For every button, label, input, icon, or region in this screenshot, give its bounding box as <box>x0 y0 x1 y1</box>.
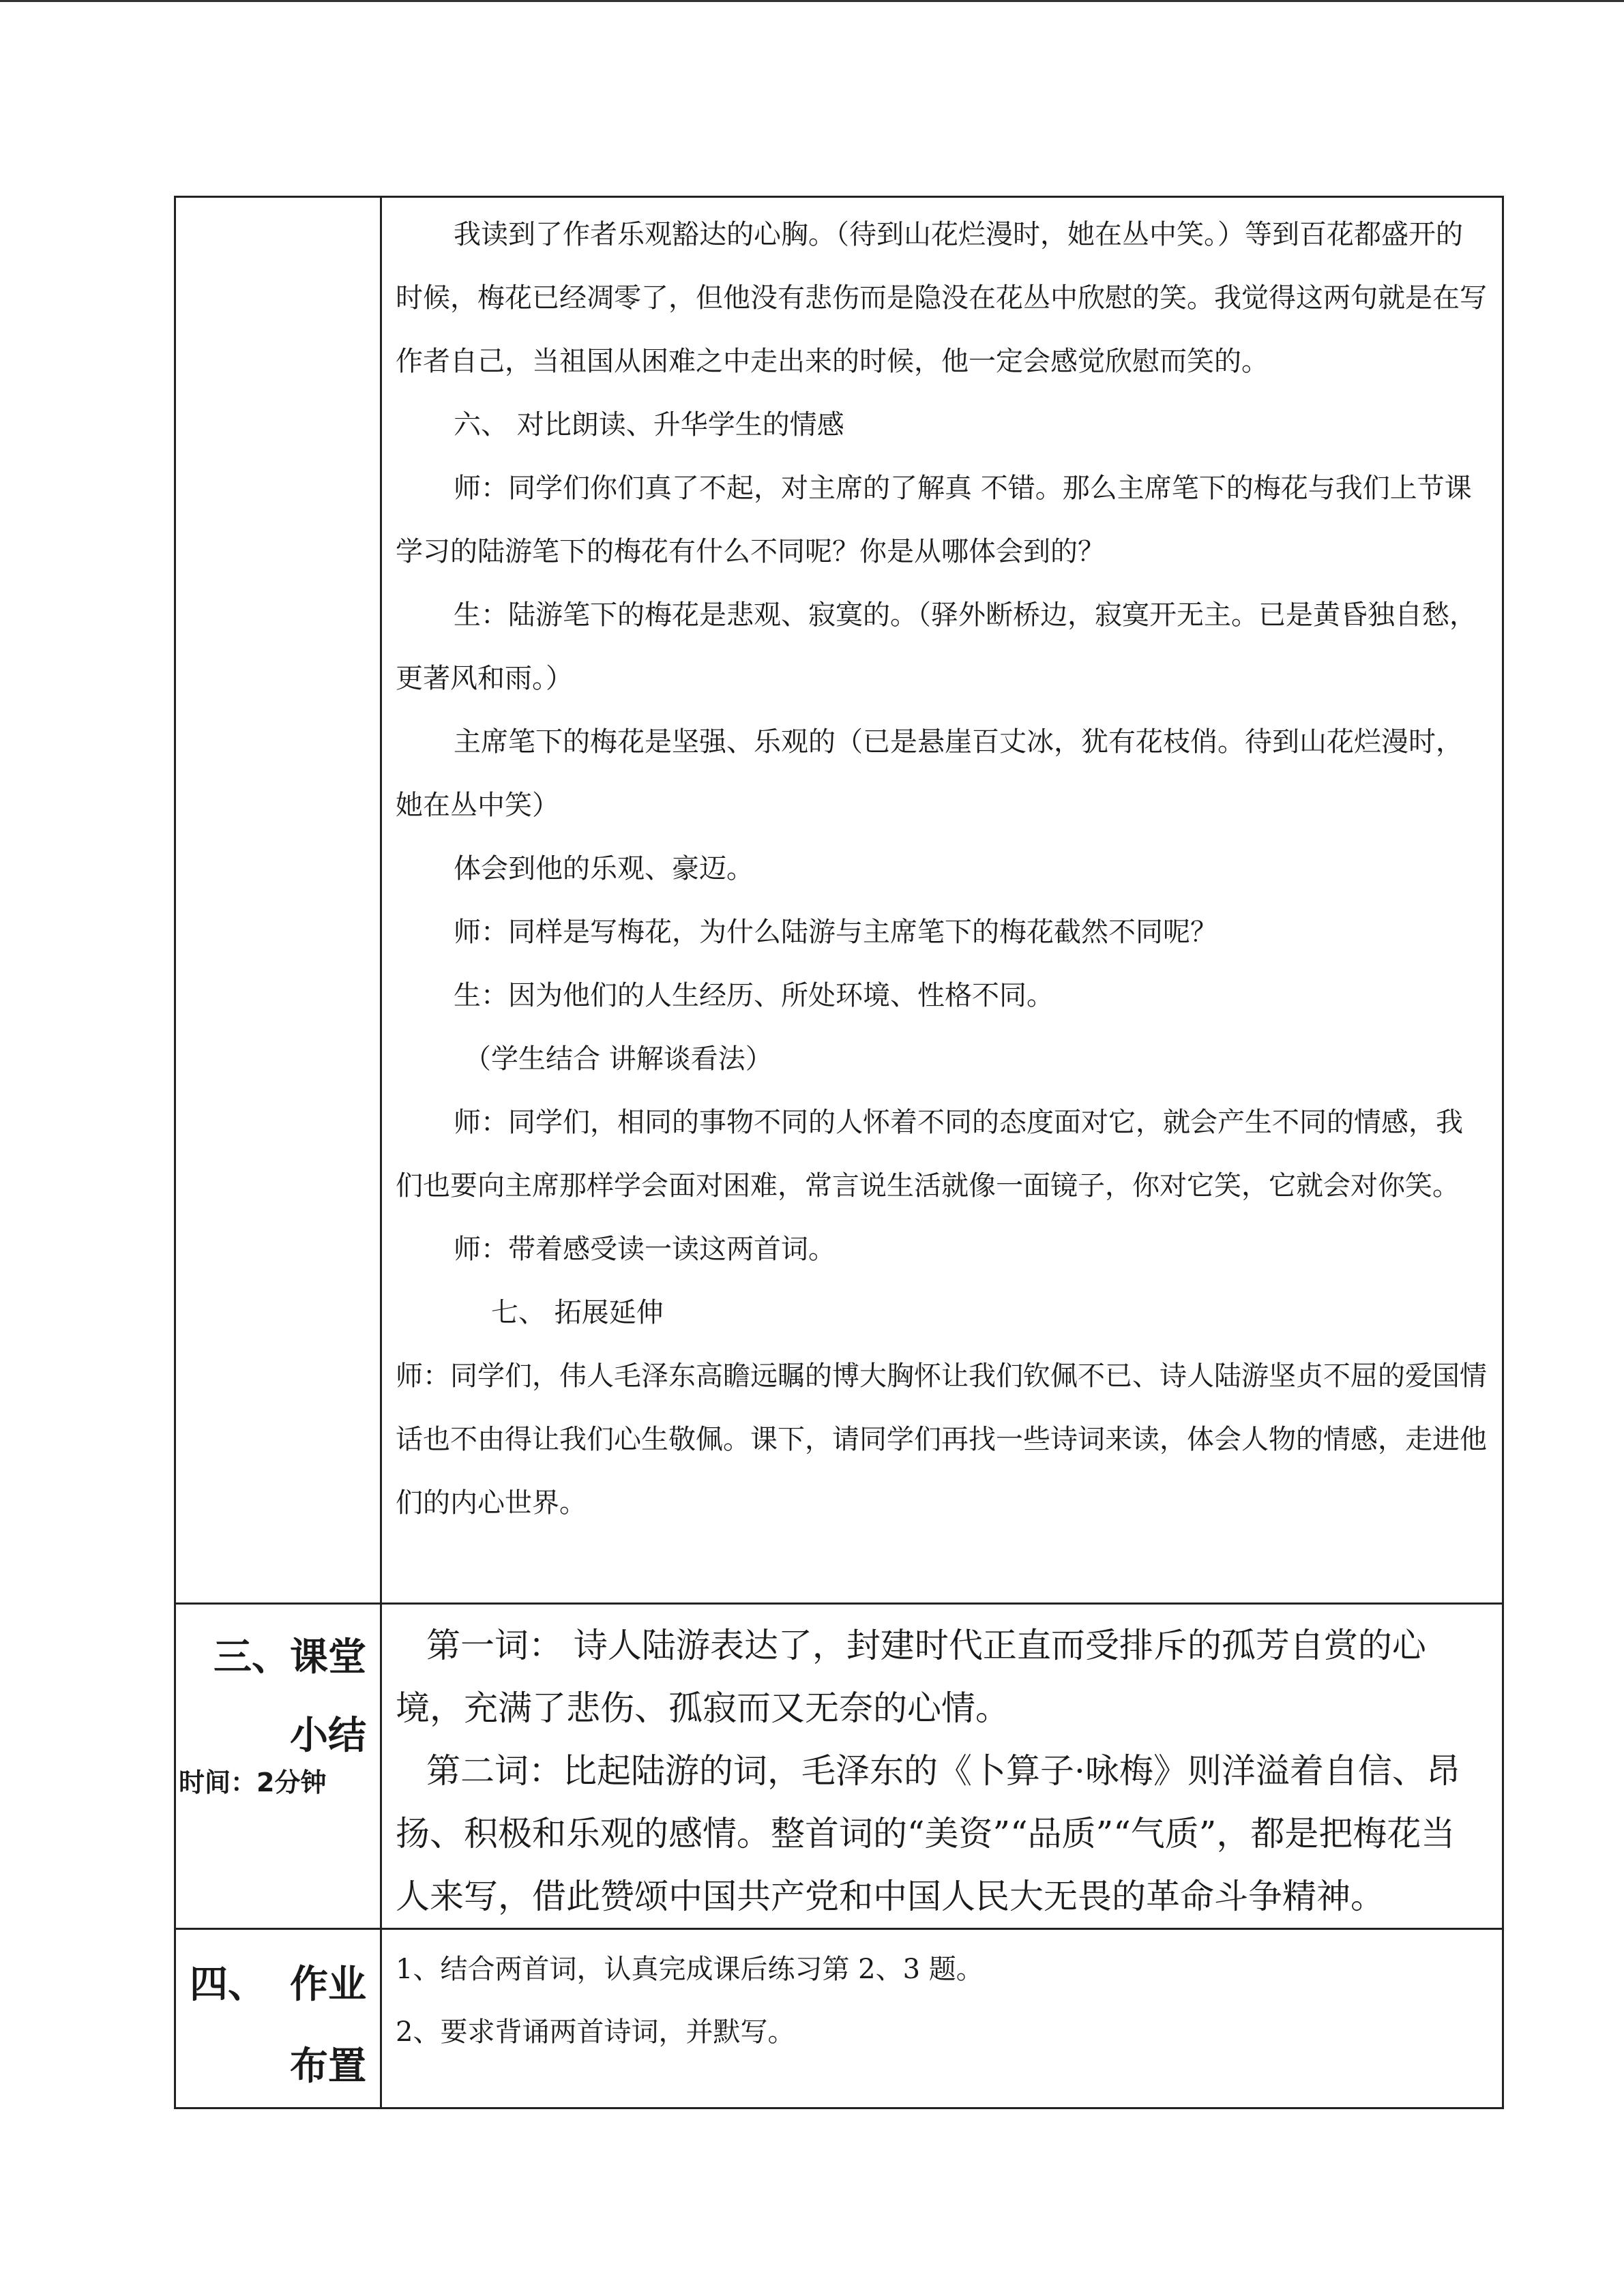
homework-content-cell <box>381 1929 1503 2108</box>
homework-label-word1: 作业 <box>290 1962 366 2007</box>
homework-label-cell <box>175 1929 381 2108</box>
process-paragraph: 生：陆游笔下的梅花是悲观、寂寞的。（驿外断桥边，寂寞开无主。已是黄昏独自愁，更著风和雨。） <box>396 599 1477 694</box>
process-paragraph: 主席笔下的梅花是坚强、乐观的（已是悬崖百丈冰，犹有花枝俏。待到山花烂漫时，她在丛中笑） <box>396 726 1463 821</box>
summary-label-cell <box>175 1604 381 1929</box>
process-content-cell <box>381 197 1503 1604</box>
summary-time: 时间：2分钟 <box>179 1768 327 1798</box>
process-paragraph: （学生结合 讲解谈看法） <box>464 1043 773 1075</box>
process-paragraph: 六、 对比朗读、升华学生的情感 <box>454 409 844 441</box>
process-content <box>382 198 1502 1535</box>
process-paragraph: 生：因为他们的人生经历、所处环境、性格不同。 <box>454 980 1054 1011</box>
process-paragraph: 师：带着感受读一读这两首词。 <box>454 1234 836 1265</box>
lesson-process-row <box>175 197 1503 1604</box>
process-paragraph: 师：同学们你们真了不起，对主席的了解真 不错。那么主席笔下的梅花与我们上节课学习的陆游笔下的梅花有什么不同呢？你是从哪体会到的？ <box>396 473 1472 567</box>
summary-content-cell <box>381 1604 1503 1929</box>
process-paragraph: 师：同样是写梅花，为什么陆游与主席笔下的梅花截然不同呢？ <box>454 916 1217 948</box>
summary-label <box>176 1605 380 1775</box>
process-paragraph: 七、 拓展延伸 <box>491 1297 664 1328</box>
process-paragraph: 师：同学们，伟人毛泽东高瞻远瞩的博大胸怀让我们钦佩不已、诗人陆游坚贞不屈的爱国情话也不由得让我们心生敬佩。课下，请同学们再找一些诗词来读，体会人物的情感，走进他们的内心世界。 <box>396 1360 1487 1519</box>
summary-content <box>382 1605 1502 1928</box>
summary-label-line2: 小结 <box>290 1713 366 1758</box>
process-paragraph: 体会到他的乐观、豪迈。 <box>454 853 754 884</box>
summary-label-line1: 三、课堂 <box>213 1635 366 1680</box>
process-label-cell <box>175 197 381 1604</box>
summary-row <box>175 1604 1503 1929</box>
lesson-plan-table <box>174 196 1504 2109</box>
process-paragraph: 我读到了作者乐观豁达的心胸。（待到山花烂漫时，她在丛中笑。）等到百花都盛开的时候，梅花已经凋零了，但他没有悲伤而是隐没在花丛中欣慰的笑。我觉得这两句就是在写作者自己，当祖国从困难之中走出来的时候，他一定会感觉欣慰而笑的。 <box>396 219 1487 377</box>
homework-label <box>176 1930 380 2107</box>
homework-label-number: 四、 <box>190 1962 266 2007</box>
homework-item-2: 2、要求背诵两首诗词，并默写。 <box>396 2016 795 2048</box>
homework-item-1: 1、结合两首词，认真完成课后练习第 2、3 题。 <box>396 1954 984 1985</box>
page-top-border <box>0 0 1624 2</box>
homework-content <box>382 1930 1502 2063</box>
homework-row <box>175 1929 1503 2108</box>
summary-paragraph-1: 第一词： 诗人陆游表达了，封建时代正直而受排斥的孤芳自赏的心境，充满了悲伤、孤寂而又无奈的心情。 <box>396 1626 1426 1728</box>
homework-label-word2: 布置 <box>290 2044 366 2089</box>
process-paragraph: 师：同学们，相同的事物不同的人怀着不同的态度面对它，就会产生不同的情感，我们也要向主席那样学会面对困难，常言说生活就像一面镜子，你对它笑，它就会对你笑。 <box>396 1107 1463 1202</box>
summary-paragraph-2: 第二词：比起陆游的词，毛泽东的《卜算子·咏梅》则洋溢着自信、昂扬、积极和乐观的感情。整首词的“美资”“品质”“气质”，都是把梅花当人来写，借此赞颂中国共产党和中国人民大无畏的革命斗争精神。 <box>396 1751 1460 1916</box>
